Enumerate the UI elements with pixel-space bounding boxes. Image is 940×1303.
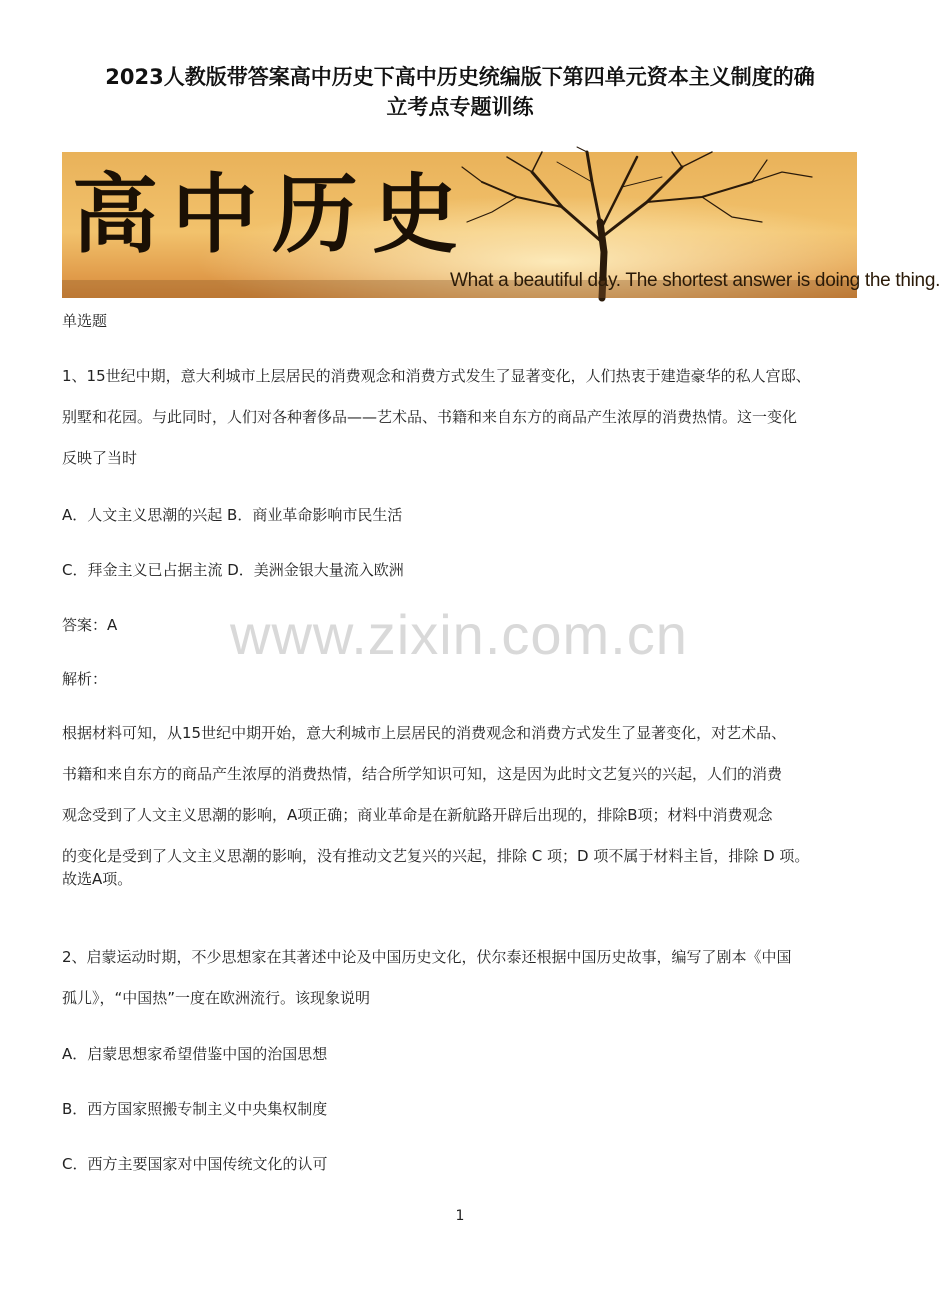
q1-options-cd: C．拜金主义已占据主流 D．美洲金银大量流入欧洲	[62, 561, 404, 579]
q1-options-ab: A．人文主义思潮的兴起 B．商业革命影响市民生活	[62, 506, 403, 524]
analysis-line-3: 观念受到了人文主义思潮的影响，A项正确；商业革命是在新航路开辟后出现的，排除B项；材料中消费观念	[62, 806, 773, 824]
q1-line-2: 别墅和花园。与此同时，人们对各种奢侈品——艺术品、书籍和来自东方的商品产生浓厚的消费热情。这一变化	[62, 408, 798, 426]
q2-option-a: A．启蒙思想家希望借鉴中国的治国思想	[62, 1045, 328, 1063]
q1-analysis	[62, 723, 858, 889]
q1-analysis-label: 解析：	[62, 670, 108, 688]
analysis-line-5: 故选A项。	[62, 870, 133, 888]
analysis-line-1: 根据材料可知，从15世纪中期开始，意大利城市上层居民的消费观念和消费方式发生了显著变化，对艺术品、	[62, 724, 787, 742]
q2-line-1: 2、启蒙运动时期，不少思想家在其著述中论及中国历史文化，伏尔泰还根据中国历史故事，编写了剧本《中国	[62, 948, 792, 966]
page-number: 1	[455, 1208, 465, 1224]
banner-english-motto: What a beautiful day. The shortest answer is doing the thing.	[450, 270, 940, 291]
q2-option-b: B．西方国家照搬专制主义中央集权制度	[62, 1100, 328, 1118]
title-line-2: 立考点专题训练	[386, 95, 534, 119]
analysis-line-4: 的变化是受到了人文主义思潮的影响，没有推动文艺复兴的兴起，排除 C 项；D 项不属于材料主旨，排除 D 项。	[62, 847, 810, 865]
q1-line-3: 反映了当时	[62, 449, 138, 467]
page-title	[40, 62, 880, 122]
question-2-stem	[62, 947, 858, 1008]
section-heading: 单选题	[62, 312, 108, 330]
q2-option-c: C．西方主要国家对中国传统文化的认可	[62, 1155, 328, 1173]
history-banner-image	[62, 152, 940, 298]
q2-line-2: 孤儿》，“中国热”一度在欧洲流行。该现象说明	[62, 989, 371, 1007]
banner-chinese-title: 高中历史	[72, 164, 472, 265]
watermark: www.zixin.com.cn	[230, 603, 688, 666]
title-line-1: 2023人教版带答案高中历史下高中历史统编版下第四单元资本主义制度的确	[105, 65, 815, 89]
q1-line-1: 1、15世纪中期，意大利城市上层居民的消费观念和消费方式发生了显著变化，人们热衷于建造豪华的私人宫邸、	[62, 367, 811, 385]
question-1-stem	[62, 366, 858, 468]
analysis-line-2: 书籍和来自东方的商品产生浓厚的消费热情，结合所学知识可知，这是因为此时文艺复兴的兴起，人们的消费	[62, 765, 783, 783]
q1-answer: 答案：A	[62, 616, 118, 634]
